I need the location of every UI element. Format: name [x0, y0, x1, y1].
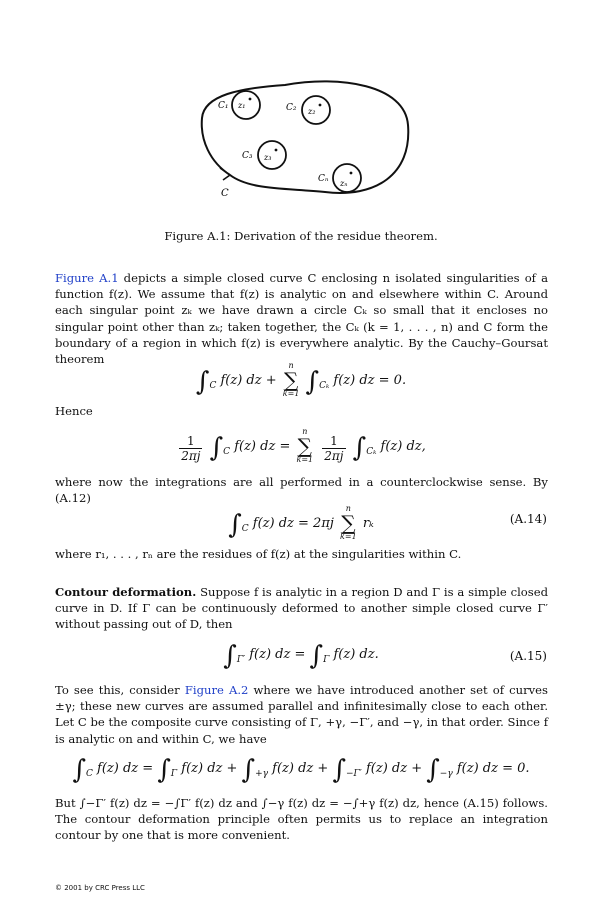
copyright-footer: © 2001 by CRC Press LLC	[55, 884, 145, 892]
circle-c2	[302, 96, 330, 124]
paragraph-5: But ∫−Γ′ f(z) dz = −∫Γ′ f(z) dz and ∫−γ f(z) dz = −∫+γ f(z) dz, hence (A.15) follows. The contour deformation principle often permits us to replace an integration contour by one that is more convenient.	[55, 796, 548, 843]
equation-a15: $\int_{\Gamma'}$ f(z) dz = $\int_\Gamma$ f(z) dz.	[223, 641, 379, 671]
figure-a2-link[interactable]: Figure A.2	[184, 683, 249, 697]
eq3-expr: f(z) dz = 2πj	[252, 516, 334, 531]
hence-text: Hence	[55, 404, 93, 418]
eq1-left: f(z) dz +	[220, 373, 277, 388]
circle-c3	[258, 141, 286, 169]
outer-contour-c	[202, 81, 409, 193]
label-z2: z₂	[308, 107, 316, 116]
circle-c1	[232, 91, 260, 119]
label-c2: C₂	[286, 103, 297, 113]
eq4-right: f(z) dz.	[333, 647, 379, 662]
paragraph-contour	[55, 584, 548, 633]
point-z1	[249, 98, 252, 101]
eq2-right: f(z) dz,	[380, 439, 426, 454]
contour-heading: Contour deformation.	[55, 585, 197, 599]
paragraph-3: where r₁, . . . , rₙ are the residues of f(z) at the singularities within C.	[55, 547, 462, 561]
eq1-right: f(z) dz = 0.	[333, 373, 407, 388]
paragraph-4: To see this, consider Figure A.2 where we have introduced another set of curves ±γ; these new curves are assumed parallel and infinitesimally close to each other. Let C be the composite curve consisting of Γ, +γ, −Γ′, and −γ, in that order. Since f is analytic on and within C, we have	[55, 683, 548, 746]
figure-a1-link[interactable]: Figure A.1	[55, 271, 119, 285]
point-zn	[350, 172, 353, 175]
equation-2: $\frac{1}{2\pi j}$ $\int_C$ f(z) dz = n ∑ k=1 $\frac{1}{2\pi j}$ $\int_{C_k}$ f(z) dz,	[181, 427, 426, 464]
figure-a1	[190, 80, 420, 210]
eq-number-a14: (A.14)	[509, 512, 547, 526]
eq-number-a15: (A.15)	[509, 649, 547, 663]
label-c: C	[221, 188, 229, 199]
contour-text: Suppose f is analytic in a region D and Γ is a simple closed curve in D. If Γ can be continuously deformed to another simple closed curve Γ′ without passing out of D, then	[55, 585, 549, 632]
contour-arrow	[220, 168, 230, 180]
paragraph-1-text: depicts a simple closed curve C enclosing n isolated singularities of a function f(z). We assume that f(z) is analytic on and elsewhere within C. Around each singular point zₖ we have drawn a circle Cₖ so small that it encloses no singular point other than zₖ; taken together, the Cₖ (k = 1, . . . , n) and C form the boundary of a region in which f(z) is everywhere analytic. By the Cauchy–Goursat theorem	[55, 271, 548, 367]
label-zn: zₙ	[340, 179, 348, 188]
equation-a14: $\int_C$ f(z) dz = 2πj n ∑ k=1 rₖ	[228, 504, 374, 541]
point-z3	[275, 149, 278, 152]
label-c1: C₁	[218, 101, 229, 111]
eq4-left: f(z) dz =	[249, 647, 306, 662]
equation-5: $\int_C$ f(z) dz = $\int_\Gamma$ f(z) dz + $\int_{+\gamma}$ f(z) dz + $\int_{-\Gamma'}$ f(z) dz + $\int_{-\gamma}$ f(z) dz = 0.	[72, 755, 530, 785]
point-z2	[319, 104, 322, 107]
figure-caption: Figure A.1: Derivation of the residue theorem.	[164, 229, 438, 243]
label-z1: z₁	[238, 101, 246, 110]
label-z3: z₃	[264, 153, 272, 162]
eq2-left: f(z) dz =	[234, 439, 291, 454]
paragraph-2: where now the integrations are all performed in a counterclockwise sense. By (A.12)	[55, 475, 548, 506]
paragraph-1	[55, 270, 548, 367]
label-c3: C₃	[242, 151, 253, 161]
label-cn: Cₙ	[318, 174, 329, 184]
eq3-term: rₖ	[362, 516, 374, 531]
equation-1: $\int_C$ f(z) dz + n ∑ k=1 $\int_{C_k}$ f(z) dz = 0.	[195, 361, 407, 398]
